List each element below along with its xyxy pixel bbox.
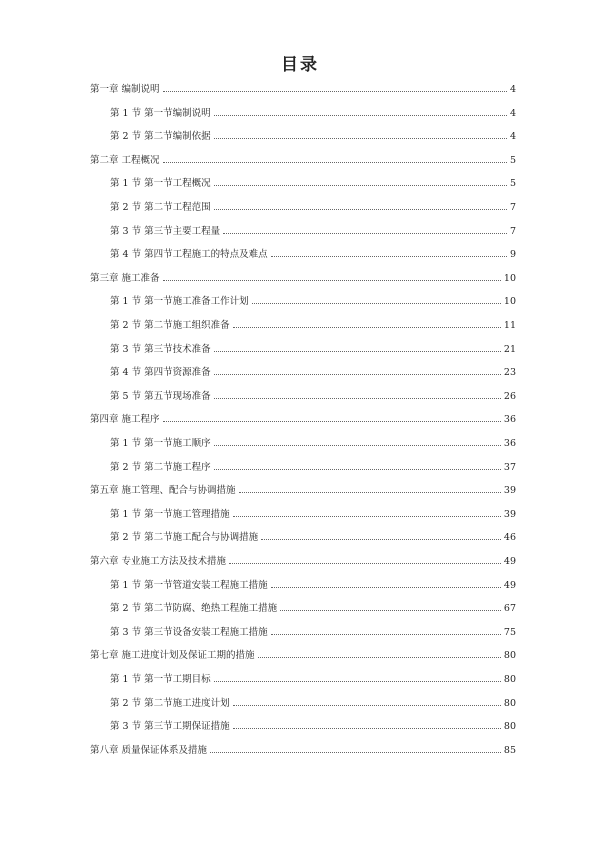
- toc-page-number: 85: [503, 744, 516, 756]
- toc-page-number: 75: [503, 626, 516, 638]
- toc-entry-text: 第 1 节 第一节编制说明: [110, 107, 211, 119]
- toc-entry-text: 第 2 节 第二节编制依据: [110, 131, 211, 143]
- toc-page-number: 7: [509, 225, 516, 237]
- toc-page-number: 5: [509, 154, 516, 166]
- dot-leader: [233, 326, 501, 328]
- dot-leader: [163, 90, 507, 92]
- toc-page-number: 10: [503, 296, 516, 308]
- toc-entry-text: 第 1 节 第一节工期目标: [110, 674, 211, 685]
- toc-page-number: 21: [503, 343, 516, 355]
- dot-leader: [214, 373, 501, 375]
- dot-leader: [233, 515, 501, 517]
- dot-leader: [214, 208, 507, 210]
- toc-entry-text: 第五章 施工管理、配合与协调措施: [90, 485, 236, 497]
- toc-page-number: 23: [503, 367, 516, 379]
- toc-section-entry[interactable]: [110, 530, 516, 546]
- toc-chapter-entry[interactable]: [90, 271, 516, 287]
- dot-leader: [214, 680, 501, 682]
- toc-entry-text: 第 2 节 第二节施工进度计划: [110, 697, 230, 709]
- toc-section-entry[interactable]: [110, 224, 516, 240]
- toc-section-entry[interactable]: [110, 696, 516, 712]
- toc-section-entry[interactable]: [110, 342, 516, 358]
- toc-page-number: 26: [503, 390, 516, 402]
- toc-entry-text: 第三章 施工准备: [90, 272, 160, 284]
- toc-entry-text: 第四章 施工程序: [90, 414, 160, 426]
- dot-leader: [214, 397, 501, 399]
- toc-page-number: 10: [503, 272, 516, 284]
- toc-page-number: 46: [503, 532, 516, 544]
- dot-leader: [214, 184, 507, 186]
- toc-entry-text: 第 2 节 第二节施工程序: [110, 461, 211, 473]
- toc-section-entry[interactable]: [110, 625, 516, 641]
- toc-chapter-entry[interactable]: [90, 554, 516, 570]
- dot-leader: [233, 727, 501, 729]
- toc-entry-text: 第八章 质量保证体系及措施: [90, 744, 208, 756]
- toc-section-entry[interactable]: [110, 507, 516, 523]
- toc-entry-text: 第 1 节 第一节施工准备工作计划: [110, 296, 249, 308]
- toc-section-entry[interactable]: [110, 200, 516, 216]
- dot-leader: [239, 491, 501, 493]
- toc-chapter-entry[interactable]: [90, 82, 516, 98]
- dot-leader: [271, 255, 507, 257]
- toc-section-entry[interactable]: [110, 672, 516, 688]
- toc-page-number: 7: [509, 202, 516, 213]
- toc-chapter-entry[interactable]: [90, 483, 516, 499]
- dot-leader: [163, 161, 507, 163]
- toc-section-entry[interactable]: [110, 294, 516, 310]
- dot-leader: [214, 350, 501, 352]
- toc-page-number: 80: [503, 650, 516, 662]
- toc-entry-text: 第一章 编制说明: [90, 84, 160, 95]
- dot-leader: [214, 114, 507, 116]
- toc-section-entry[interactable]: [110, 365, 516, 381]
- toc-entry-text: 第 2 节 第二节工程范围: [110, 202, 211, 213]
- toc-section-entry[interactable]: [110, 106, 516, 122]
- toc-entry-text: 第六章 专业施工方法及技术措施: [90, 556, 227, 567]
- dot-leader: [233, 704, 501, 706]
- toc-section-entry[interactable]: [110, 318, 516, 334]
- toc-section-entry[interactable]: [110, 719, 516, 735]
- toc-page-number: 9: [509, 249, 516, 261]
- toc-section-entry[interactable]: [110, 389, 516, 405]
- toc-entry-text: 第二章 工程概况: [90, 154, 160, 166]
- dot-leader: [252, 302, 501, 304]
- dot-leader: [261, 538, 501, 540]
- toc-page-number: 39: [503, 485, 516, 497]
- toc-page-number: 80: [503, 674, 516, 685]
- dot-leader: [229, 562, 501, 564]
- toc-entry-text: 第 2 节 第二节施工配合与协调措施: [110, 532, 259, 544]
- toc-section-entry[interactable]: [110, 247, 516, 263]
- toc-entry-text: 第七章 施工进度计划及保证工期的措施: [90, 650, 255, 662]
- dot-leader: [214, 468, 501, 470]
- toc-entry-text: 第 5 节 第五节现场准备: [110, 390, 211, 402]
- dot-leader: [271, 586, 501, 588]
- toc-section-entry[interactable]: [110, 578, 516, 594]
- toc-section-entry[interactable]: [110, 601, 516, 617]
- toc-page-number: 5: [509, 178, 516, 190]
- toc-entry-text: 第 1 节 第一节施工管理措施: [110, 508, 230, 520]
- toc-page-number: 39: [503, 508, 516, 520]
- toc-entry-text: 第 3 节 第三节技术准备: [110, 343, 211, 355]
- dot-leader: [280, 609, 501, 611]
- toc-page-number: 49: [503, 556, 516, 567]
- toc-page-number: 4: [509, 84, 516, 95]
- toc-entry-text: 第 1 节 第一节施工顺序: [110, 438, 211, 449]
- toc-page-number: 11: [503, 320, 516, 331]
- toc-section-entry[interactable]: [110, 460, 516, 476]
- toc-page-number: 80: [503, 697, 516, 709]
- toc-page-number: 4: [509, 131, 516, 143]
- toc-page-number: 49: [503, 579, 516, 591]
- toc-entry-text: 第 3 节 第三节主要工程量: [110, 225, 221, 237]
- toc-entry-text: 第 3 节 第三节设备安装工程施工措施: [110, 626, 268, 638]
- toc-entry-text: 第 4 节 第四节资源准备: [110, 367, 211, 379]
- toc-section-entry[interactable]: [110, 436, 516, 452]
- toc-page-number: 37: [503, 461, 516, 473]
- toc-title: 目录: [281, 55, 319, 75]
- toc-page-number: 80: [503, 721, 516, 733]
- toc-entry-text: 第 1 节 第一节管道安装工程施工措施: [110, 579, 268, 591]
- toc-page-number: 67: [503, 603, 516, 615]
- toc-page-number: 36: [503, 438, 516, 449]
- dot-leader: [271, 633, 501, 635]
- dot-leader: [210, 751, 501, 753]
- dot-leader: [163, 279, 501, 281]
- toc-section-entry[interactable]: [110, 176, 516, 192]
- toc-entry-text: 第 1 节 第一节工程概况: [110, 178, 211, 190]
- toc-section-entry[interactable]: [110, 129, 516, 145]
- toc-chapter-entry[interactable]: [90, 153, 516, 169]
- toc-entry-text: 第 4 节 第四节工程施工的特点及难点: [110, 249, 268, 261]
- toc-entry-text: 第 3 节 第三节工期保证措施: [110, 721, 230, 733]
- dot-leader: [214, 444, 501, 446]
- toc-chapter-entry[interactable]: [90, 412, 516, 428]
- toc-chapter-entry[interactable]: [90, 648, 516, 664]
- toc-entry-text: 第 2 节 第二节施工组织准备: [110, 320, 230, 331]
- dot-leader: [258, 656, 501, 658]
- toc-page-number: 4: [509, 107, 516, 119]
- toc-entry-text: 第 2 节 第二节防腐、绝热工程施工措施: [110, 603, 278, 615]
- toc-page-number: 36: [503, 414, 516, 426]
- toc-chapter-entry[interactable]: [90, 743, 516, 759]
- dot-leader: [223, 232, 507, 234]
- dot-leader: [163, 420, 501, 422]
- dot-leader: [214, 137, 507, 139]
